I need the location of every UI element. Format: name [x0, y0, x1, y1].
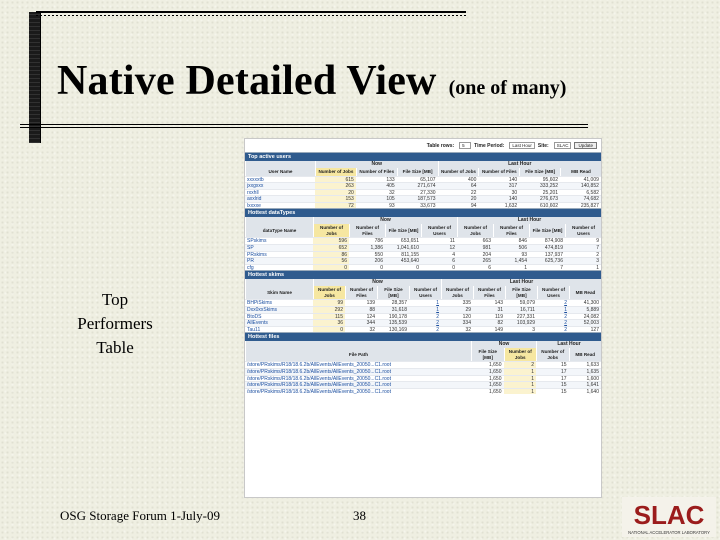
table-group-label [245, 341, 471, 348]
table-cell: 20 [470, 196, 477, 202]
table-cell: 2 [564, 326, 567, 333]
table-cell: 133 [386, 176, 395, 183]
table-cell: 2 [436, 313, 439, 320]
slac-logo-text: SLAC [633, 500, 705, 530]
table-cell: 6 [452, 258, 455, 264]
table-group-label: Last Hour [441, 279, 601, 286]
column-header[interactable]: Number of Jobs [504, 348, 537, 361]
table-cell: 344 [366, 320, 375, 326]
table-cell: 52,003 [583, 320, 599, 326]
table-cell: 137,937 [544, 251, 563, 258]
row-name-link[interactable]: /store/PRskims/R18/18.6.2b/AllEvents/AllEvents_20050...C1.root [247, 362, 391, 368]
table-row [245, 313, 601, 320]
tables-container [245, 152, 601, 394]
row-name-link[interactable]: PR [247, 258, 254, 264]
table-cell: 93 [521, 251, 527, 258]
row-name-link[interactable]: BtoDS [247, 313, 262, 320]
table-cell: 506 [518, 245, 527, 251]
table-cell: 149 [494, 326, 503, 333]
table-cell: 15 [560, 362, 567, 368]
row-name-link[interactable]: Dxx0xxSkims [247, 307, 278, 313]
table-cell: 271,674 [417, 183, 436, 189]
site-select[interactable]: SLAC [554, 142, 572, 149]
row-name-link[interactable]: rxxhll [247, 189, 259, 196]
slide-title [57, 57, 566, 105]
slac-logo [622, 497, 716, 537]
row-name-link[interactable]: BHPiSkims [247, 300, 273, 307]
column-header[interactable]: MB Read [569, 286, 601, 299]
table-cell: 22 [470, 189, 477, 196]
table-cell: 663 [482, 238, 491, 245]
table-cell: 24,082 [583, 313, 599, 320]
table-cell: 17 [560, 369, 567, 375]
embedded-screenshot [244, 138, 602, 498]
table-cell: 1,640 [586, 388, 599, 395]
time-period-label: Time Period: [474, 142, 505, 149]
table-cell: 276,673 [539, 196, 559, 202]
table-cell: 0 [313, 265, 349, 271]
table-cell: 94 [470, 202, 477, 209]
table-cell: 15 [560, 388, 567, 395]
column-header[interactable]: Number of Jobs [441, 286, 473, 299]
table-rows-label: Table rows: [426, 142, 455, 149]
table-cell: 124 [366, 313, 375, 320]
table-cell: 3 [532, 326, 535, 333]
row-name-link[interactable]: SP [247, 245, 254, 251]
slide-title-rule-secondary [20, 127, 588, 128]
table-group-label: Last Hour [457, 217, 601, 224]
time-period-select[interactable]: Last Hour [509, 142, 535, 149]
table-cell: 7 [596, 245, 599, 251]
table-row [245, 195, 601, 202]
table-group-label [245, 279, 313, 286]
table-row [245, 176, 601, 183]
table-cell: 1,041,610 [396, 245, 419, 251]
table-cell: 1 [524, 264, 527, 271]
table-header-row [245, 224, 601, 237]
column-header[interactable]: User Name [245, 168, 315, 176]
table-cell: 32 [389, 189, 395, 196]
column-header[interactable]: dataType Name [245, 224, 313, 237]
table-group-label: Now [313, 279, 441, 286]
table-cell: 190,178 [388, 313, 407, 320]
row-name-link[interactable]: PRskims [247, 251, 267, 258]
row-name-link[interactable]: SPskims [247, 238, 267, 245]
table-cell: 874,908 [544, 238, 563, 245]
table-group-header [245, 279, 601, 286]
slide-title-subtitle: (one of many) [448, 77, 567, 99]
table-cell: 846 [518, 238, 527, 245]
table-cell: 265 [482, 258, 491, 264]
table-cell: 64 [470, 183, 477, 189]
table-cell: 1,650 [488, 362, 502, 368]
table-cell: 1 [596, 264, 599, 271]
table-cell: 30 [511, 189, 518, 196]
table-cell: 652 [313, 245, 349, 251]
column-header[interactable]: MB Read [560, 168, 601, 176]
table-header-row [245, 286, 601, 299]
table-row [245, 375, 601, 382]
table-row [245, 299, 601, 306]
table-row [245, 361, 601, 368]
slide-title-rule [20, 124, 588, 125]
slide-side-label: Top Performers Table [77, 290, 153, 357]
column-header[interactable]: File Size [MB] [397, 168, 438, 176]
table-cell: 32 [369, 326, 375, 333]
row-name-link[interactable]: /store/PRskims/R18/18.6.2b/AllEvents/AllEvents_20050...C1.root [247, 375, 391, 382]
table-cell: 153 [315, 196, 356, 202]
table-cell: 1,632 [504, 202, 518, 209]
column-header[interactable]: File Size [MB] [505, 286, 537, 299]
table-cell: 227,331 [516, 313, 535, 320]
table-cell: 1 [504, 382, 537, 388]
row-name-link[interactable]: xxxxxtb [247, 176, 264, 183]
table-cell: 1 [436, 307, 439, 313]
table-cell: 1,650 [488, 369, 502, 375]
table-cell: 139 [366, 300, 375, 307]
row-name-link[interactable]: AllEvents [247, 320, 268, 326]
table-row [245, 244, 601, 251]
table-cell: 334 [462, 320, 471, 326]
column-header[interactable]: Number of Users [421, 224, 457, 237]
table-cell: 140,852 [580, 183, 599, 189]
table-cell: 405 [386, 183, 395, 189]
table-cell: 65,107 [420, 176, 436, 183]
table-cell: 1,641 [586, 382, 599, 388]
table-controls [245, 139, 601, 152]
table-title: Hottest files [245, 333, 601, 341]
table-cell: 596 [313, 238, 349, 244]
table-cell: 143 [494, 300, 503, 307]
table-cell: 1 [504, 369, 537, 375]
table-cell: 981 [482, 245, 491, 251]
table-row [245, 257, 601, 264]
table-cell: 474,819 [544, 245, 563, 251]
table-row [245, 264, 601, 271]
table-cell: 12 [449, 245, 455, 251]
table-cell: 1 [564, 307, 567, 313]
table-cell: 140 [508, 176, 518, 183]
table-group-label: Now [313, 217, 457, 224]
table-cell: 11 [449, 238, 455, 245]
table-cell: 786 [374, 238, 383, 245]
table-section [245, 208, 601, 270]
column-header[interactable]: File Size [MB] [385, 224, 421, 237]
table-cell: 41,009 [583, 176, 599, 183]
table-cell: 335 [462, 300, 471, 307]
table-body [245, 176, 601, 209]
row-name-link[interactable]: /store/PRskims/R18/18.6.2b/AllEvents/AllEvents_20050...C1.root [247, 388, 391, 395]
table-cell: 93 [389, 202, 395, 209]
table-cell: 17 [560, 375, 567, 382]
table-cell: 0 [380, 264, 383, 271]
column-header[interactable]: Number of Files [478, 168, 519, 176]
column-header[interactable]: Number of Jobs [313, 224, 349, 237]
column-header[interactable]: Number of Users [537, 286, 569, 299]
table-row [245, 326, 601, 333]
table-section [245, 332, 601, 394]
column-header[interactable]: Number of Files [493, 224, 529, 237]
table-cell: 2 [596, 251, 599, 258]
table-cell: 99 [313, 300, 345, 306]
table-cell: 6 [488, 264, 491, 271]
column-header[interactable]: Skim Name [245, 286, 313, 299]
table-cell: 59,079 [519, 300, 535, 307]
table-rows-select[interactable]: 5 [459, 142, 471, 149]
table-row [245, 182, 601, 189]
table-cell: 72 [315, 203, 356, 209]
table-row [245, 189, 601, 196]
table-section [245, 152, 601, 208]
table-header-row [245, 348, 601, 361]
table-cell: 1,650 [488, 375, 502, 382]
table-cell: 1,454 [514, 258, 527, 264]
column-header[interactable]: File Size [MB] [377, 286, 409, 299]
table-cell: 1,635 [586, 369, 599, 375]
column-header[interactable]: Number of Jobs [313, 286, 345, 299]
table-group-header [245, 341, 601, 348]
table-cell: 811,155 [401, 251, 419, 258]
table-cell: 105 [386, 196, 395, 202]
table-cell: 2 [436, 326, 439, 333]
slide-top-rule [36, 11, 466, 13]
table-cell: 130,169 [388, 326, 407, 333]
table-group-header [245, 161, 601, 168]
table-cell: 2 [504, 362, 537, 368]
table-cell: 41,300 [583, 300, 599, 307]
table-cell: 206 [374, 258, 383, 264]
table-cell: 140 [508, 196, 518, 202]
table-body [245, 361, 601, 394]
table-cell: 317 [508, 183, 518, 189]
table-body [245, 299, 601, 332]
table-cell: 16,711 [520, 307, 535, 313]
table-cell: 333,252 [539, 183, 559, 189]
table-row [245, 368, 601, 375]
column-header[interactable]: Number of Users [409, 286, 441, 299]
table-group-header [245, 217, 601, 224]
table-group-label: Last Hour [438, 161, 601, 168]
table-cell: 28,357 [391, 300, 407, 307]
table-cell: 56 [313, 258, 349, 264]
table-cell: 292 [313, 307, 345, 313]
table-cell: 1,386 [370, 245, 383, 251]
column-header[interactable]: MB Read [569, 348, 602, 361]
table-cell: 31,618 [391, 307, 407, 313]
column-header[interactable]: Number of Jobs [438, 168, 479, 176]
column-header[interactable]: Number of Files [473, 286, 505, 299]
column-header[interactable]: File Size [MB] [529, 224, 565, 237]
table-cell: 2 [436, 320, 439, 326]
table-title: Hottest dataTypes [245, 209, 601, 217]
update-button[interactable]: Update [574, 142, 597, 149]
table-cell: 235,827 [580, 202, 599, 209]
slac-logo-subtext: NATIONAL ACCELERATOR LABORATORY [628, 530, 710, 535]
column-header[interactable]: Number of Files [356, 168, 397, 176]
table-row [245, 306, 601, 313]
table-group-label [245, 161, 315, 168]
table-cell: 453,640 [400, 258, 419, 264]
table-title: Hottest skims [245, 271, 601, 279]
table-cell: 27,330 [420, 189, 436, 196]
table-group-label: Now [315, 161, 438, 168]
table-cell: 2 [564, 313, 567, 320]
column-header[interactable]: Number of Users [565, 224, 601, 237]
column-header[interactable]: Number of Files [345, 286, 377, 299]
table-cell: 88 [369, 307, 375, 313]
table-group-label: Last Hour [536, 341, 601, 348]
table-cell: 135,539 [388, 320, 407, 326]
table-cell: 2 [564, 300, 567, 307]
table-cell: 15 [560, 382, 567, 388]
table-cell: 0 [313, 327, 345, 333]
table-cell: 95,602 [542, 176, 559, 183]
column-header[interactable]: Number of Files [349, 224, 385, 237]
table-cell: 1,650 [488, 388, 502, 395]
table-cell: 7 [560, 264, 563, 271]
table-row [245, 202, 601, 209]
table-cell: 610,602 [539, 202, 559, 209]
row-name-link[interactable]: jxxgxxx [247, 183, 264, 189]
table-cell: 29 [465, 307, 471, 313]
table-cell: 263 [315, 183, 356, 189]
table-cell: 74,682 [583, 196, 599, 202]
row-name-link[interactable]: lxxxxe [247, 202, 261, 209]
table-cell: 4 [452, 251, 455, 258]
table-cell: 1,650 [488, 382, 502, 388]
table-cell: 1 [504, 376, 537, 382]
table-cell: 82 [497, 320, 503, 326]
table-cell: 187,573 [417, 196, 436, 202]
table-cell: 204 [482, 251, 491, 258]
table-cell: 625,736 [544, 258, 563, 264]
table-cell: 119 [495, 313, 503, 320]
table-cell: 1 [504, 389, 537, 395]
table-row [245, 251, 601, 258]
table-cell: 32 [465, 326, 471, 333]
site-label: Site: [537, 142, 549, 149]
table-cell: 127 [590, 326, 599, 333]
table-cell: 20 [315, 190, 356, 196]
table-cell: 0 [416, 264, 419, 271]
table-cell: 33,673 [420, 202, 436, 209]
table-cell: 115 [313, 314, 345, 320]
slide-title-main: Native Detailed View [57, 58, 437, 104]
table-cell: 9 [596, 238, 599, 245]
column-header[interactable]: File Size [MB] [471, 348, 504, 361]
slide-top-rule-dotted [36, 15, 466, 16]
table-cell: 653,651 [400, 238, 419, 245]
table-cell: 120 [462, 313, 471, 320]
table-cell: 550 [374, 251, 383, 258]
table-row [245, 388, 601, 395]
table-cell: 5,889 [586, 307, 599, 313]
table-cell: 2 [564, 320, 567, 326]
table-cell: 31 [497, 307, 503, 313]
column-header[interactable]: Number of Jobs [536, 348, 569, 361]
row-name-link[interactable]: /store/PRskims/R18/18.6.2b/AllEvents/AllEvents_20050...C1.root [247, 382, 391, 388]
table-section [245, 270, 601, 332]
row-name-link[interactable]: cfg [247, 264, 254, 271]
column-header[interactable]: Number of Jobs [457, 224, 493, 237]
table-row [245, 381, 601, 388]
table-cell: 36 [313, 320, 345, 326]
footer-text: OSG Storage Forum 1-July-09 [60, 508, 220, 523]
table-cell: 400 [468, 176, 477, 183]
table-cell: 1 [436, 300, 439, 307]
table-cell: 3 [596, 258, 599, 264]
table-cell: 86 [313, 252, 349, 258]
table-body [245, 237, 601, 270]
table-group-label [245, 217, 313, 224]
table-cell: 6,582 [586, 189, 599, 196]
table-cell: 25,201 [542, 189, 559, 196]
column-header[interactable]: File Size [MB] [519, 168, 560, 176]
column-header[interactable]: Number of Jobs [315, 168, 356, 176]
table-cell: 103,929 [516, 320, 535, 326]
column-header[interactable]: File Path [245, 348, 471, 361]
table-header-row [245, 168, 601, 176]
table-group-label: Now [471, 341, 536, 348]
table-row [245, 319, 601, 326]
row-name-link[interactable]: /store/PRskims/R18/18.6.2b/AllEvents/AllEvents_20050...C1.root [247, 369, 391, 375]
table-cell: 1,600 [586, 375, 599, 382]
table-row [245, 237, 601, 244]
table-cell: 615 [315, 177, 356, 183]
table-cell: 0 [452, 264, 455, 271]
row-name-link[interactable]: axxlrid [247, 196, 262, 202]
row-name-link[interactable]: Tau11 [247, 326, 261, 333]
table-title: Top active users [245, 153, 601, 161]
table-cell: 1,633 [586, 362, 599, 368]
page-number: 38 [353, 508, 366, 523]
